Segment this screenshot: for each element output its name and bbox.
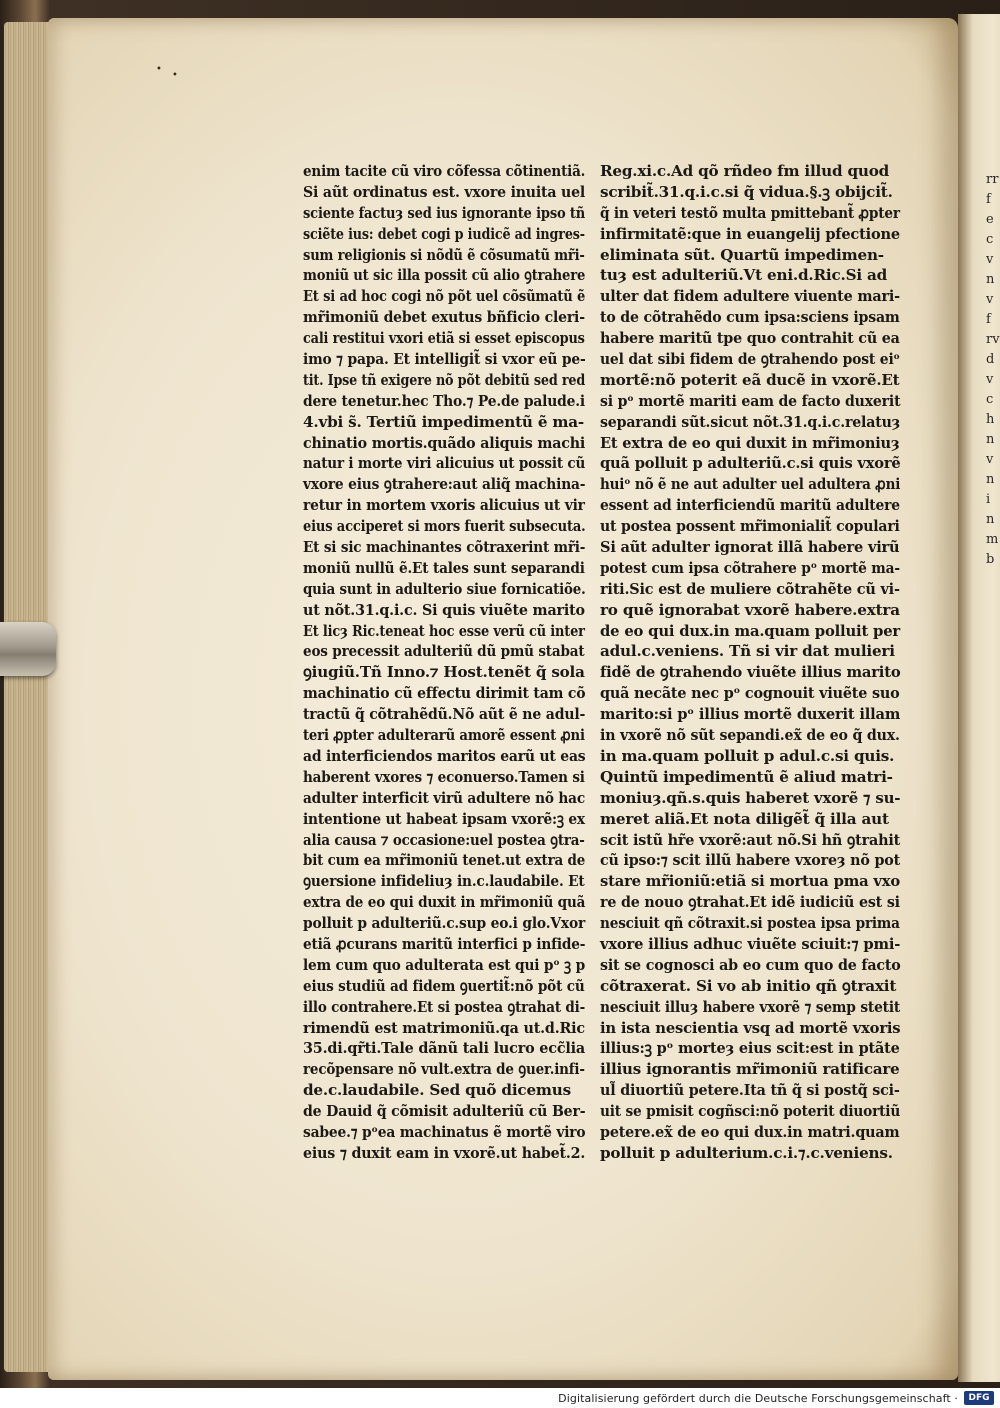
text-line: adulter interficit virũ adultere nõ hac	[303, 788, 585, 807]
text-line: eius ⁊ duxit eam in vxorẽ.ut habet̃.2.	[303, 1143, 586, 1162]
text-line: 35.di.qr̃ti.Tale dãnũ tali lucro ecc̃lia	[303, 1039, 586, 1058]
text-line: enim tacite cũ viro cõfessa cõtinentiã.	[303, 162, 586, 180]
text-line: mortẽ:nõ poterit eã ducẽ in vxorẽ.Et	[600, 370, 900, 389]
text-line: eius acciperet si mors fuerit subsecuta.	[303, 517, 586, 536]
text-line: ul̃ diuortiũ petere.Ita tñ q̃ si postq̃ sci-	[600, 1081, 900, 1100]
text-line: cõtraxerat. Si vo ab initio qñ ꝯtraxit	[600, 976, 897, 995]
text-line: intentione ut habeat ipsam vxorẽ:ꝫ ex	[303, 809, 585, 828]
text-line: retur in mortem vxoris alicuius ut vir	[303, 496, 585, 515]
text-line: ad interficiendos maritos earũ ut eas	[303, 746, 586, 765]
text-line: in ma.quam polluit p adul.c.si quis.	[600, 746, 895, 765]
text-line: riti.Sic est de muliere cõtrahẽte cũ vi-	[600, 579, 900, 598]
text-line: scit istũ hr̃e vxorẽ:aut nõ.Si hñ ꝯtrahit	[600, 830, 901, 849]
text-line: machinatio cũ effectu dirimit tam cõ	[303, 684, 586, 703]
facing-page-text: rr f e c v n v f rv d v c h n v n i n m b	[986, 172, 1000, 567]
text-column-left	[303, 161, 585, 1164]
text-line: eius studiũ ad fidem ꝯuertit̃:nõ põt cũ	[303, 976, 585, 995]
text-line: Si aũt adulter ignorat illã habere virũ	[600, 538, 900, 557]
text-line: eos precessit adulteriũ dũ pmũ stabat	[303, 642, 585, 661]
text-line: natur i morte viri alicuius ut possit cũ	[303, 454, 586, 473]
text-line: vxore illius adhuc viuẽte sciuit:⁊ pmi-	[600, 934, 901, 953]
text-line: Si aũt ordinatus est. vxore inuita uel	[303, 182, 586, 201]
text-line: tuȝ est adulteriũ.Vt eni.d.Ric.Si ad	[600, 266, 888, 285]
text-line: vxore eius ꝯtrahere:aut aliq̃ machina-	[303, 475, 586, 494]
text-line: sit se cognosci ab eo cum quo de facto	[600, 955, 901, 974]
text-line: ro quẽ ignorabat vxorẽ habere.extra	[600, 600, 900, 619]
text-line: habere maritũ tpe quo contrahit cũ ea	[600, 329, 900, 348]
text-column-right	[600, 161, 900, 1164]
text-line: Et si sic machinantes cõtraxerint mr̃i-	[303, 538, 586, 557]
text-line: infirmitatẽ:que in euangelij pfectione	[600, 224, 900, 243]
text-line: separandi sũt.sicut nõt.31.q.i.c.relatuȝ	[600, 412, 901, 431]
text-line: sciente factuȝ sed ius ignorante ipso tñ	[303, 203, 586, 222]
text-line: extra de eo qui duxit in mr̃imoniũ quã	[303, 893, 586, 912]
text-line: de.c.laudabile. Sed quõ dicemus	[303, 1081, 571, 1100]
text-line: Et extra de eo qui duxit in mr̃imoniuȝ	[600, 433, 900, 452]
text-line: fidẽ de ꝯtrahendo viuẽte illius marito	[600, 663, 901, 682]
text-line: quã polluit p adulteriũ.c.si quis vxorẽ	[600, 454, 901, 473]
text-line: re de nouo ꝯtrahat.Et idẽ iudiciũ est si	[600, 893, 900, 912]
text-line: ut nõt.31.q.i.c. Si quis viuẽte marito	[303, 600, 585, 619]
text-line: sciẽte ius: debet cogi p iudicẽ ad ingres-	[303, 224, 585, 243]
text-line: cali restitui vxori etiã si esset episcopus	[303, 329, 585, 348]
text-line: Reg.xi.c.Ad qõ rñdeo fm illud quod	[600, 162, 890, 180]
text-line: quã necãte nec pᵒ cognouit viuẽte suo	[600, 684, 900, 703]
text-line: dere tenetur.hec Tho.⁊ Pe.de palude.i	[303, 391, 586, 410]
text-line: sabee.⁊ pᵒea machinatus ẽ mortẽ viro	[303, 1122, 586, 1141]
text-line: ut postea possent mr̃imonialit̃ copulari	[600, 517, 900, 536]
text-line: sum religionis si nõdũ ẽ cõsumatũ mr̃i-	[303, 245, 585, 264]
text-line: imo ⁊ papa. Et intelligit̃ si vxor eũ pe-	[303, 350, 586, 369]
text-line: si pᵒ mortẽ mariti eam de facto duxerit	[600, 391, 901, 410]
footer-bar	[0, 1388, 1000, 1408]
text-line: recõpensare nõ vult.extra de ꝯuer.infi-	[303, 1060, 585, 1079]
text-line: tit. Ipse tñ exigere nõ põt debitũ sed red	[303, 370, 586, 389]
text-line: quia sunt in adulterio siue fornicatiõe.	[303, 579, 586, 598]
text-line: ꝯuersione infideliuȝ in.c.laudabile. Et	[303, 872, 585, 891]
text-line: bit cum ea mr̃imoniũ tenet.ut extra de	[303, 851, 586, 870]
page-edges	[4, 22, 52, 1372]
ink-spot: •	[156, 64, 162, 75]
text-line: lem cum quo adulterata est qui pᵒ ꝫ p	[303, 955, 586, 974]
text-line: eliminata sũt. Quartũ impedimen-	[600, 245, 884, 264]
text-line: nesciuit illuȝ habere vxorẽ ⁊ semp stetit	[600, 997, 901, 1016]
text-line: in vxorẽ nõ sũt sepandi.ex̃ de eo q̃ dux.	[600, 726, 900, 745]
text-line: huiᵒ nõ ẽ ne aut adulter uel adultera ꝓni	[600, 475, 901, 494]
text-line: scribit̃.31.q.i.c.si q̃ vidua.§.ꝫ obijcit̃.	[600, 182, 893, 201]
text-line: de eo qui dux.in ma.quam polluit per	[600, 621, 901, 640]
text-line: moniuȝ.qñ.s.quis haberet vxorẽ ⁊ su-	[600, 788, 901, 807]
text-line: uit se pmisit cogñsci:nõ poterit diuortiũ	[600, 1102, 901, 1121]
text-line: illius ignorantis mr̃imoniũ ratificare	[600, 1060, 900, 1079]
text-line: moniũ nullũ ẽ.Et tales sunt separandi	[303, 558, 585, 577]
text-line: mr̃imoniũ debet exutus bñficio cleri-	[303, 308, 585, 327]
text-line: ulter dat fidem adultere viuente mari-	[600, 287, 900, 306]
footer-credit: Digitalisierung gefördert durch die Deutsche Forschungsgemeinschaft ·	[558, 1392, 958, 1405]
text-line: teri ꝓpter adulterarũ amorẽ essent ꝓni	[303, 726, 585, 745]
text-line: uel dat sibi fidem de ꝯtrahendo post eiᵒ	[600, 350, 900, 369]
text-line: rimendũ est matrimoniũ.qa ut.d.Ric	[303, 1018, 585, 1037]
text-line: potest cum ipsa cõtrahere pᵒ mortẽ ma-	[600, 558, 900, 577]
text-line: Et si ad hoc cogi nõ põt uel cõsũmatũ ẽ	[303, 287, 586, 306]
text-line: illo contrahere.Et si postea ꝯtrahat di-	[303, 997, 585, 1016]
text-line: polluit p adulterium.c.i.⁊.c.veniens.	[600, 1143, 893, 1162]
text-line: chinatio mortis.quãdo aliquis machi	[303, 433, 586, 452]
text-line: ꝯiugiũ.Tñ Inno.⁊ Host.tenẽt q̃ sola	[303, 663, 585, 682]
text-line: moniũ ut sic illa possit cũ alio ꝯtrahere	[303, 266, 586, 285]
text-line: polluit p adulteriũ.c.sup eo.i glo.Vxor	[303, 914, 586, 933]
text-line: etiã ꝓcurans maritũ interfici p infide-	[303, 934, 586, 953]
text-line: in ista nescientia vsq ad mortẽ vxoris	[600, 1018, 901, 1037]
text-line: marito:si pᵒ illius mortẽ duxerit illam	[600, 705, 901, 724]
text-line: meret aliã.Et nota diligẽt̃ q̃ illa aut	[600, 809, 889, 828]
text-line: de Dauid q̃ cõmisit adulteriũ cũ Ber-	[303, 1102, 586, 1121]
text-line: illius:ꝫ pᵒ morteȝ eius scit:est in ptãte	[600, 1039, 900, 1058]
text-line: tractũ q̃ cõtrahẽdũ.Nõ aũt ẽ ne adul-	[303, 705, 586, 724]
text-line: nesciuit qñ cõtraxit.si postea ipsa prima	[600, 914, 900, 933]
text-line: to de cõtrahẽdo cum ipsa:sciens ipsam	[600, 308, 900, 327]
text-line: Quintũ impedimentũ ẽ aliud matri-	[600, 767, 893, 786]
text-line: alia causa ⁊ occasione:uel postea ꝯtra-	[303, 830, 585, 849]
text-line: cũ ipso:⁊ scit illũ habere vxoreȝ nõ pot	[600, 851, 900, 870]
ink-spot: •	[172, 70, 178, 81]
text-line: adul.c.veniens. Tñ si vir dat mulieri	[600, 642, 895, 661]
text-line: petere.ex̃ de eo qui dux.in matri.quam	[600, 1122, 900, 1141]
text-line: Et licȝ Ric.teneat hoc esse verũ cũ inter	[303, 621, 585, 640]
text-line: stare mr̃ioniũ:etiã si mortua pma vxo	[600, 872, 901, 891]
text-line: haberent vxores ⁊ econuerso.Tamen si	[303, 767, 585, 786]
dfg-logo: DFG	[964, 1391, 994, 1405]
book-clasp	[0, 622, 56, 676]
text-line: 4.vbi s̃. Tertiũ impedimentũ ẽ ma-	[303, 412, 585, 431]
text-line: essent ad interficiendũ maritũ adultere	[600, 496, 900, 515]
text-line: q̃ in veteri testõ multa pmittebant̃ ꝓpter	[600, 203, 900, 222]
